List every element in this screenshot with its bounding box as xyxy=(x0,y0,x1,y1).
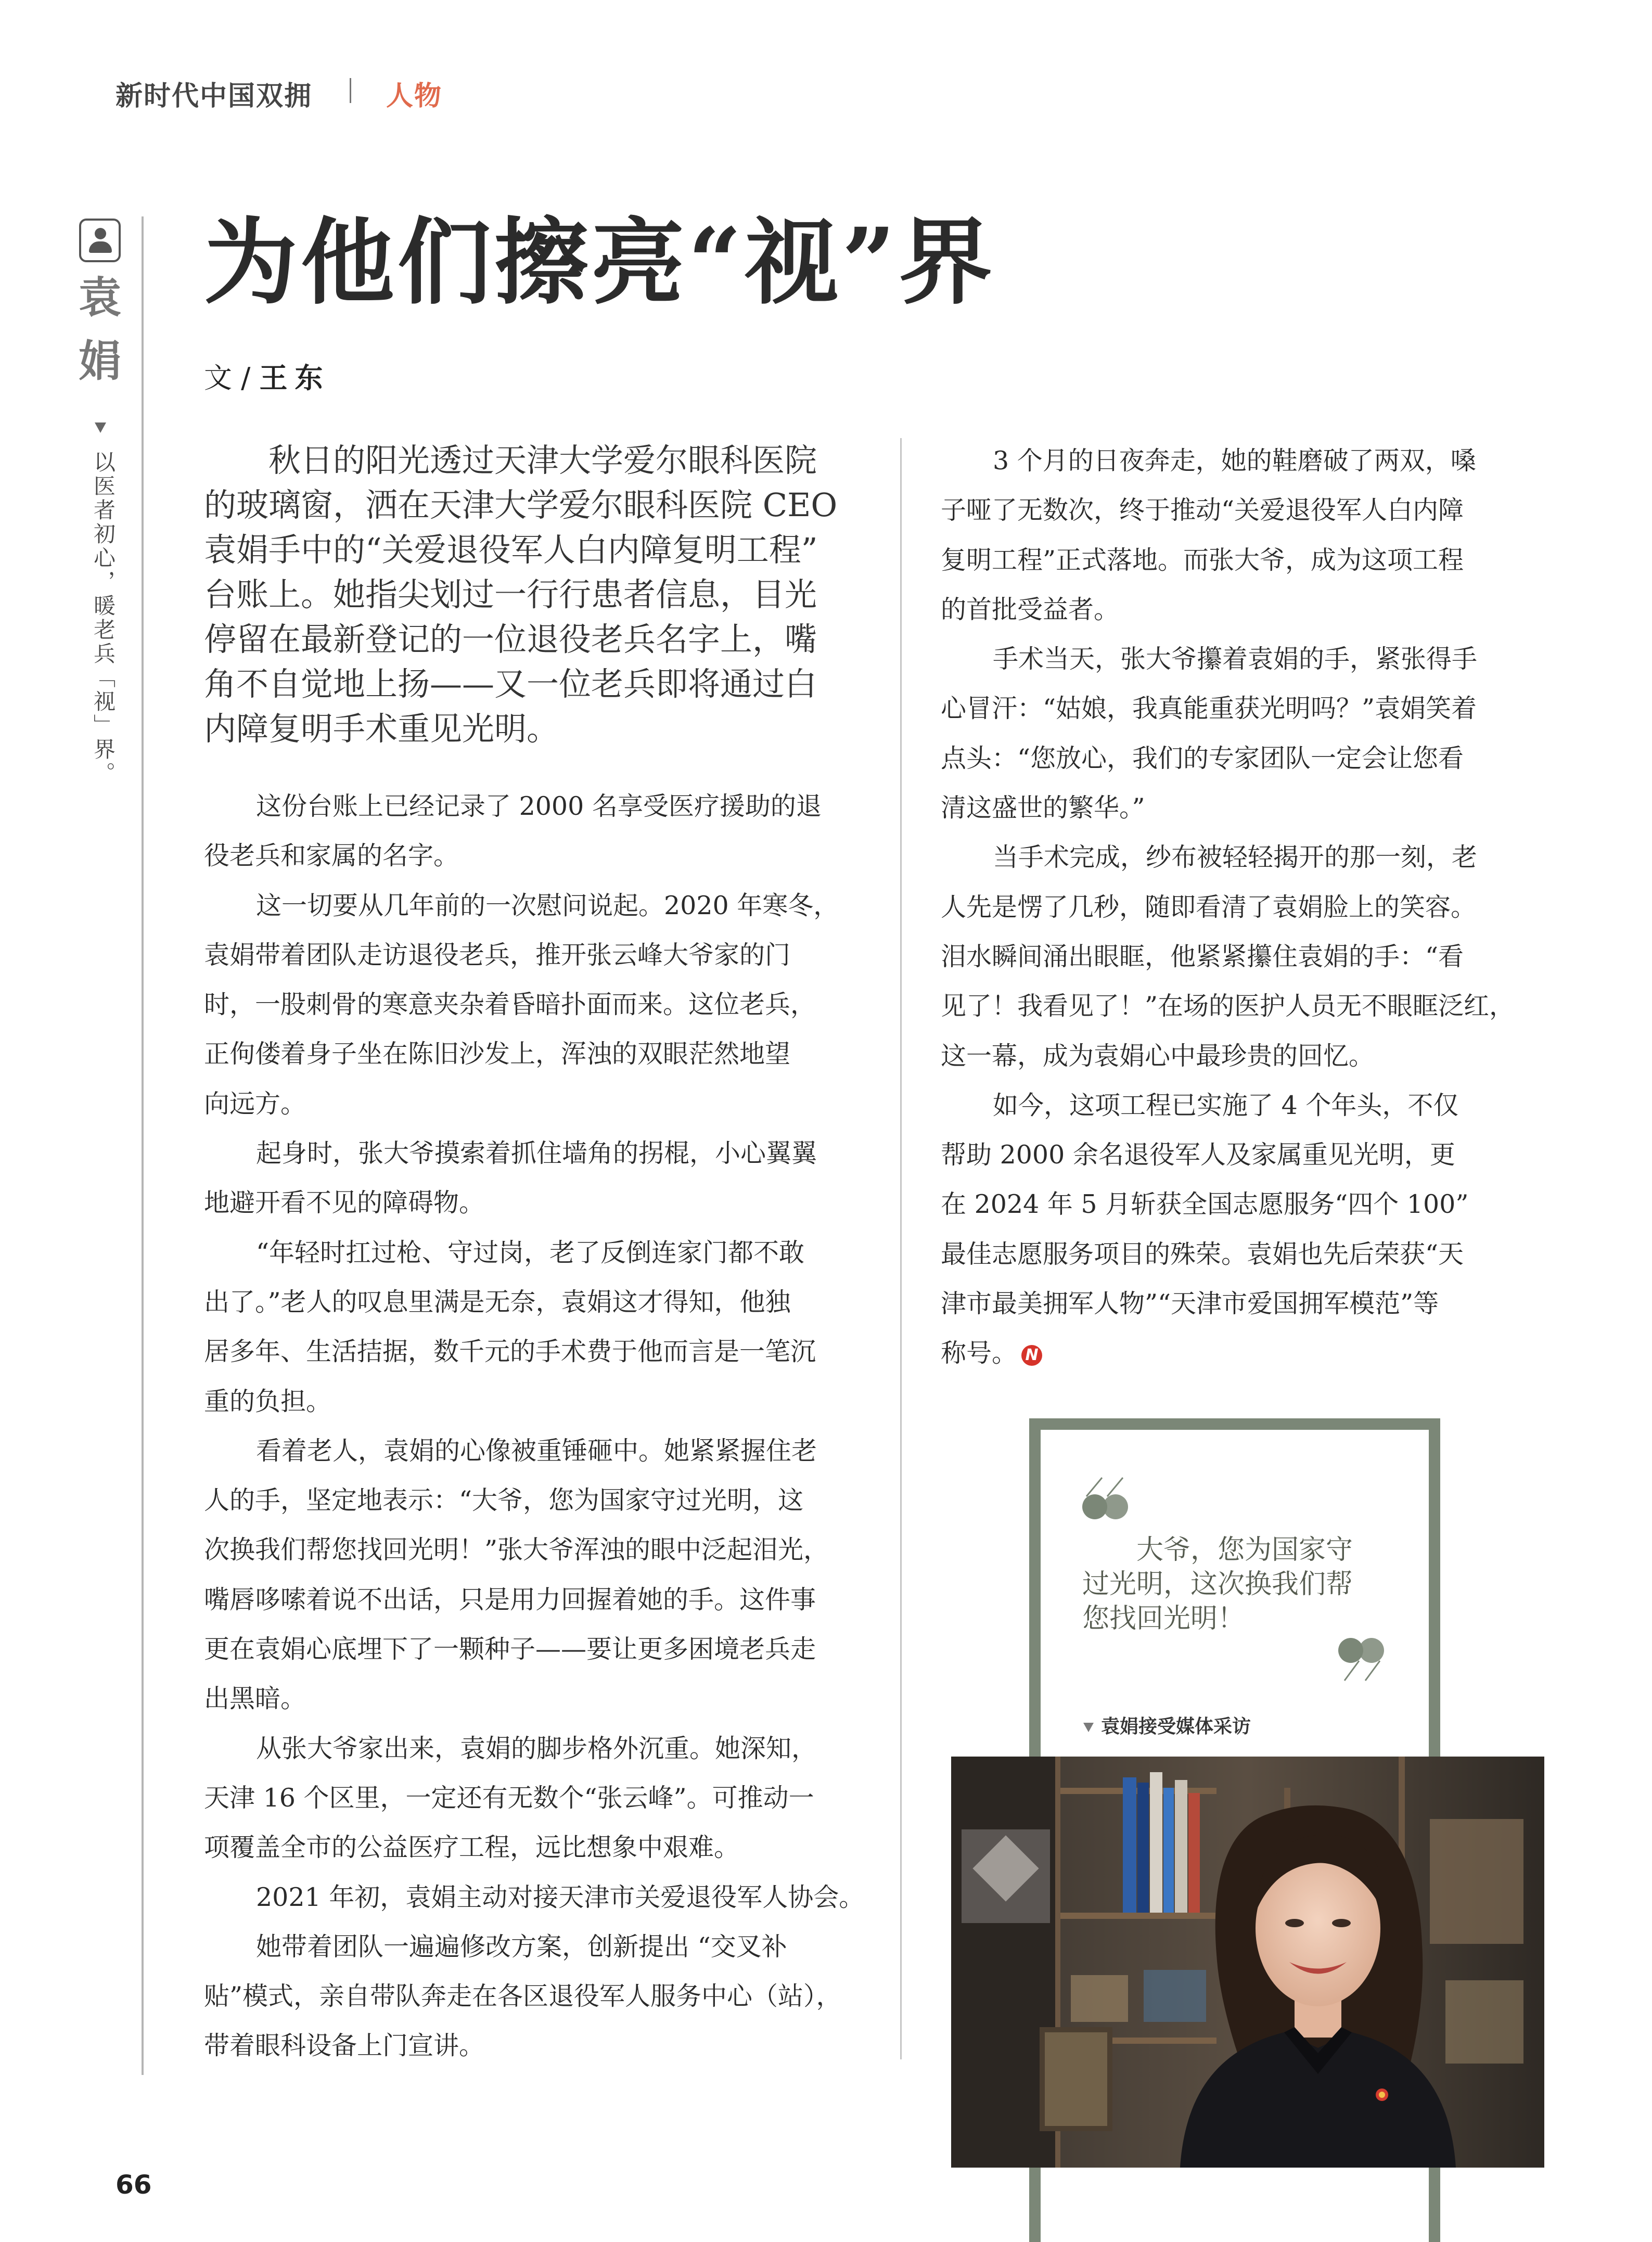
byline xyxy=(204,356,330,396)
sidebar-rule xyxy=(142,216,144,2075)
body-line: 役老兵和家属的名字。 xyxy=(204,841,459,871)
body-line: 如今，这项工程已实施了 4 个年头，不仅 xyxy=(993,1090,1459,1120)
body-line: “年轻时扛过枪、守过岗，老了反倒连家门都不敢 xyxy=(256,1237,805,1267)
column-divider xyxy=(900,438,902,2059)
portrait-photo xyxy=(951,1757,1544,2168)
body-line: 从张大爷家出来，袁娟的脚步格外沉重。她深知， xyxy=(256,1733,817,1763)
body-line: 地避开看不见的障碍物。 xyxy=(204,1188,485,1218)
body-line: 这份台账上已经记录了 2000 名享受医疗援助的退 xyxy=(256,791,822,821)
byline-prefix: 文 / xyxy=(204,362,251,394)
lead-line: 秋日的阳光透过天津大学爱尔眼科医院 xyxy=(268,441,817,479)
pull-quote-line: 您找回光明！ xyxy=(1082,1603,1245,1634)
close-quote-icon xyxy=(1332,1636,1389,1683)
body-line: 起身时，张大爷摸索着抓住墙角的拐棍，小心翼翼 xyxy=(256,1138,817,1169)
body-line: 她带着团队一遍遍修改方案，创新提出 “交叉补 xyxy=(256,1931,787,1962)
body-line: 嘴唇哆嗦着说不出话，只是用力回握着她的手。这件事 xyxy=(204,1584,816,1615)
body-line: 2021 年初，袁娟主动对接天津市关爱退役军人协会。 xyxy=(256,1882,865,1912)
body-line: 清这盛世的繁华。” xyxy=(941,793,1145,823)
body-line: 这一切要从几年前的一次慰问说起。2020 年寒冬， xyxy=(256,890,839,920)
lead-line: 台账上。她指尖划过一行行患者信息，目光 xyxy=(204,575,817,613)
magazine-name: 新时代中国双拥 xyxy=(116,81,313,112)
body-line: 在 2024 年 5 月斩获全国志愿服务“四个 100” xyxy=(941,1189,1469,1220)
body-line: 最佳志愿服务项目的殊荣。袁娟也先后荣获“天 xyxy=(941,1239,1464,1269)
body-column-1 xyxy=(204,782,865,2071)
sidebar-tagline: 以医者初心，暖老兵「视」界。 xyxy=(91,451,116,786)
caption-triangle-icon xyxy=(1083,1723,1094,1732)
lead-line: 的玻璃窗，洒在天津大学爱尔眼科医院 CEO xyxy=(204,486,838,524)
body-line: 人先是愣了几秒，随即看清了袁娟脸上的笑容。 xyxy=(941,892,1477,922)
author-name: 王东 xyxy=(259,362,330,394)
body-line: 帮助 2000 余名退役军人及家属重见光明，更 xyxy=(941,1140,1455,1170)
page-number: 66 xyxy=(116,2170,152,2200)
body-line: 出了。”老人的叹息里满是无奈，袁娟这才得知，他独 xyxy=(204,1287,791,1317)
pull-quote xyxy=(1082,1533,1405,1636)
body-line-last xyxy=(941,1328,1534,1378)
body-line: 时，一股刺骨的寒意夹杂着昏暗扑面而来。这位老兵， xyxy=(204,990,816,1020)
body-line: 向远方。 xyxy=(204,1088,306,1119)
body-line: 人的手，坚定地表示：“大爷，您为国家守过光明，这 xyxy=(204,1485,804,1516)
lead-paragraph xyxy=(204,438,865,751)
body-line: 天津 16 个区里，一定还有无数个“张云峰”。可推动一 xyxy=(204,1783,814,1813)
body-line: 看着老人，袁娟的心像被重锤砸中。她紧紧握住老 xyxy=(256,1436,817,1466)
body-line: 见了！我看见了！”在场的医护人员无不眼眶泛红， xyxy=(941,991,1515,1021)
lead-line: 内障复明手术重见光明。 xyxy=(204,710,559,748)
pull-quote-line: 大爷，您为国家守 xyxy=(1136,1534,1353,1566)
body-line: 带着眼科设备上门宣讲。 xyxy=(204,2031,485,2061)
header-divider xyxy=(350,78,351,103)
caption-text: 袁娟接受媒体采访 xyxy=(1101,1716,1251,1737)
triangle-down-icon xyxy=(95,422,106,433)
photo-caption xyxy=(1083,1712,1251,1738)
body-line: 子哑了无数次，终于推动“关爱退役军人白内障 xyxy=(941,495,1464,526)
body-line: 贴”模式，亲自带队奔走在各区退役军人服务中心（站）， xyxy=(204,1981,842,2012)
body-line: 复明工程”正式落地。而张大爷，成为这项工程 xyxy=(941,545,1464,575)
body-line: 出黑暗。 xyxy=(204,1684,306,1714)
body-line: 更在袁娟心底埋下了一颗种子——要让更多困境老兵走 xyxy=(204,1634,816,1664)
body-line: 津市最美拥军人物”“天津市爱国拥军模范”等 xyxy=(941,1289,1439,1319)
lead-line: 袁娟手中的“关爱退役军人白内障复明工程” xyxy=(204,531,818,569)
body-line: 3 个月的日夜奔走，她的鞋磨破了两双，嗓 xyxy=(993,446,1476,476)
person-name-char-1: 袁 xyxy=(78,273,121,323)
body-line: 次换我们帮您找回光明！”张大爷浑浊的眼中泛起泪光， xyxy=(204,1535,829,1565)
open-quote-icon xyxy=(1079,1475,1136,1521)
body-line: 的首批受益者。 xyxy=(941,594,1120,624)
person-name xyxy=(74,266,126,393)
body-line: 项覆盖全市的公益医疗工程，远比想象中艰难。 xyxy=(204,1833,740,1863)
end-mark-icon: N xyxy=(1021,1345,1042,1366)
body-line: 这一幕，成为袁娟心中最珍贵的回忆。 xyxy=(941,1041,1375,1071)
body-line: 袁娟带着团队走访退役老兵，推开张云峰大爷家的门 xyxy=(204,940,791,970)
body-line: 手术当天，张大爷攥着袁娟的手，紧张得手 xyxy=(993,644,1478,674)
person-icon xyxy=(79,219,121,262)
body-line: 居多年、生活拮据，数千元的手术费于他而言是一笔沉 xyxy=(204,1337,816,1367)
body-line: 当手术完成，纱布被轻轻揭开的那一刻，老 xyxy=(993,842,1478,873)
body-line: 正佝偻着身子坐在陈旧沙发上，浑浊的双眼茫然地望 xyxy=(204,1039,791,1069)
person-name-char-2: 娟 xyxy=(78,337,121,386)
body-line: 心冒汗：“姑娘，我真能重获光明吗？”袁娟笑着 xyxy=(941,694,1477,724)
body-line: 点头：“您放心，我们的专家团队一定会让您看 xyxy=(941,743,1464,773)
pull-quote-line: 过光明，这次换我们帮 xyxy=(1082,1569,1353,1600)
body-line: 重的负担。 xyxy=(204,1386,332,1416)
body-column-2 xyxy=(941,436,1534,1378)
lead-line: 角不自觉地上扬——又一位老兵即将通过白 xyxy=(204,665,817,703)
body-line-text: 称号。 xyxy=(941,1338,1018,1368)
article-title: 为他们擦亮“视”界 xyxy=(204,208,996,317)
lead-line: 停留在最新登记的一位退役老兵名字上，嘴 xyxy=(204,620,817,658)
body-line: 泪水瞬间涌出眼眶，他紧紧攥住袁娟的手：“看 xyxy=(941,941,1464,971)
section-label: 人物 xyxy=(386,81,443,112)
